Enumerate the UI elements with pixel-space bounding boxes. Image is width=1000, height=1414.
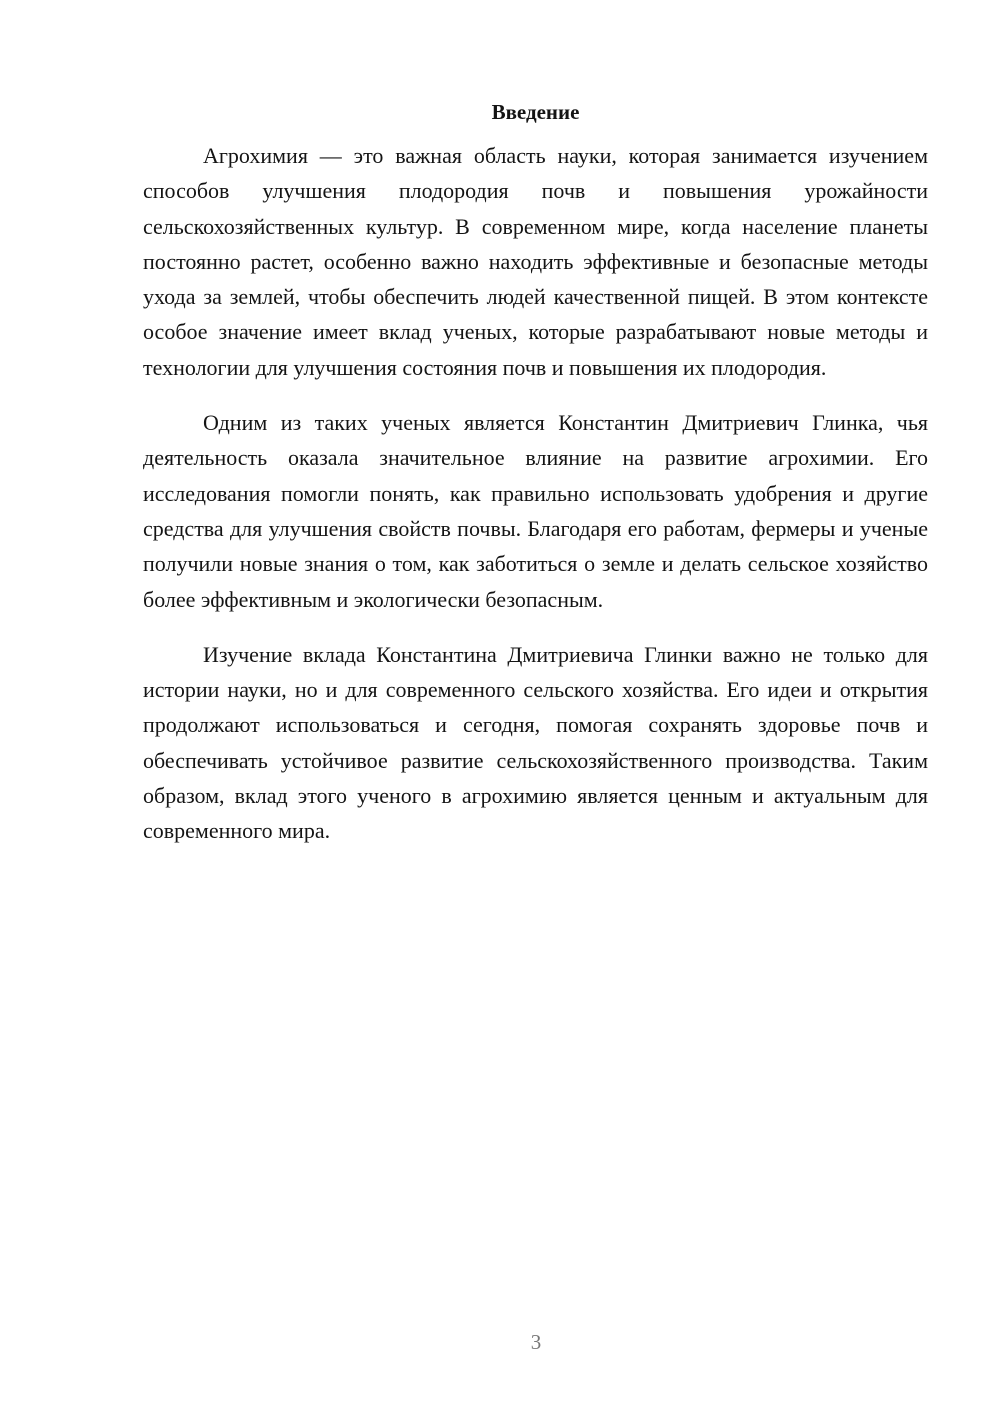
paragraph-study: Изучение вклада Константина Дмитриевича Глинки важно не только для истории науки, но и для современного сельского хозяйства. Его идеи и открытия продолжают использоваться и сегодня, помогая сохранять здоровье почв и обеспечивать устойчивое развитие сельскохозяйственного производства. Таким образом, вклад этого ученого в агрохимию является ценным и актуальным для современного мира. [143, 641, 928, 844]
page-number: 3 [530, 1330, 542, 1354]
paragraph-glinka: Одним из таких ученых является Константин Дмитриевич Глинка, чья деятельность оказала значительное влияние на развитие агрохимии. Его исследования помогли понять, как правильно использовать удобрения и другие средства для улучшения свойств почвы. Благодаря его работам, фермеры и ученые получили новые знания о том, как заботиться о земле и делать сельское хозяйство более эффективным и экологически безопасным. [143, 410, 928, 612]
page-content [143, 96, 928, 869]
section-heading: Введение [491, 100, 580, 124]
paragraph-intro: Агрохимия — это важная область науки, которая занимается изучением способов улучшения плодородия почв и повышения урожайности сельскохозяйственных культур. В современном мире, когда население планеты постоянно растет, особенно важно находить эффективные и безопасные методы ухода за землей, чтобы обеспечить людей качественной пищей. В этом контексте особое значение имеет вклад ученых, которые разрабатывают новые методы и технологии для улучшения состояния почв и повышения их плодородия. [143, 143, 928, 380]
